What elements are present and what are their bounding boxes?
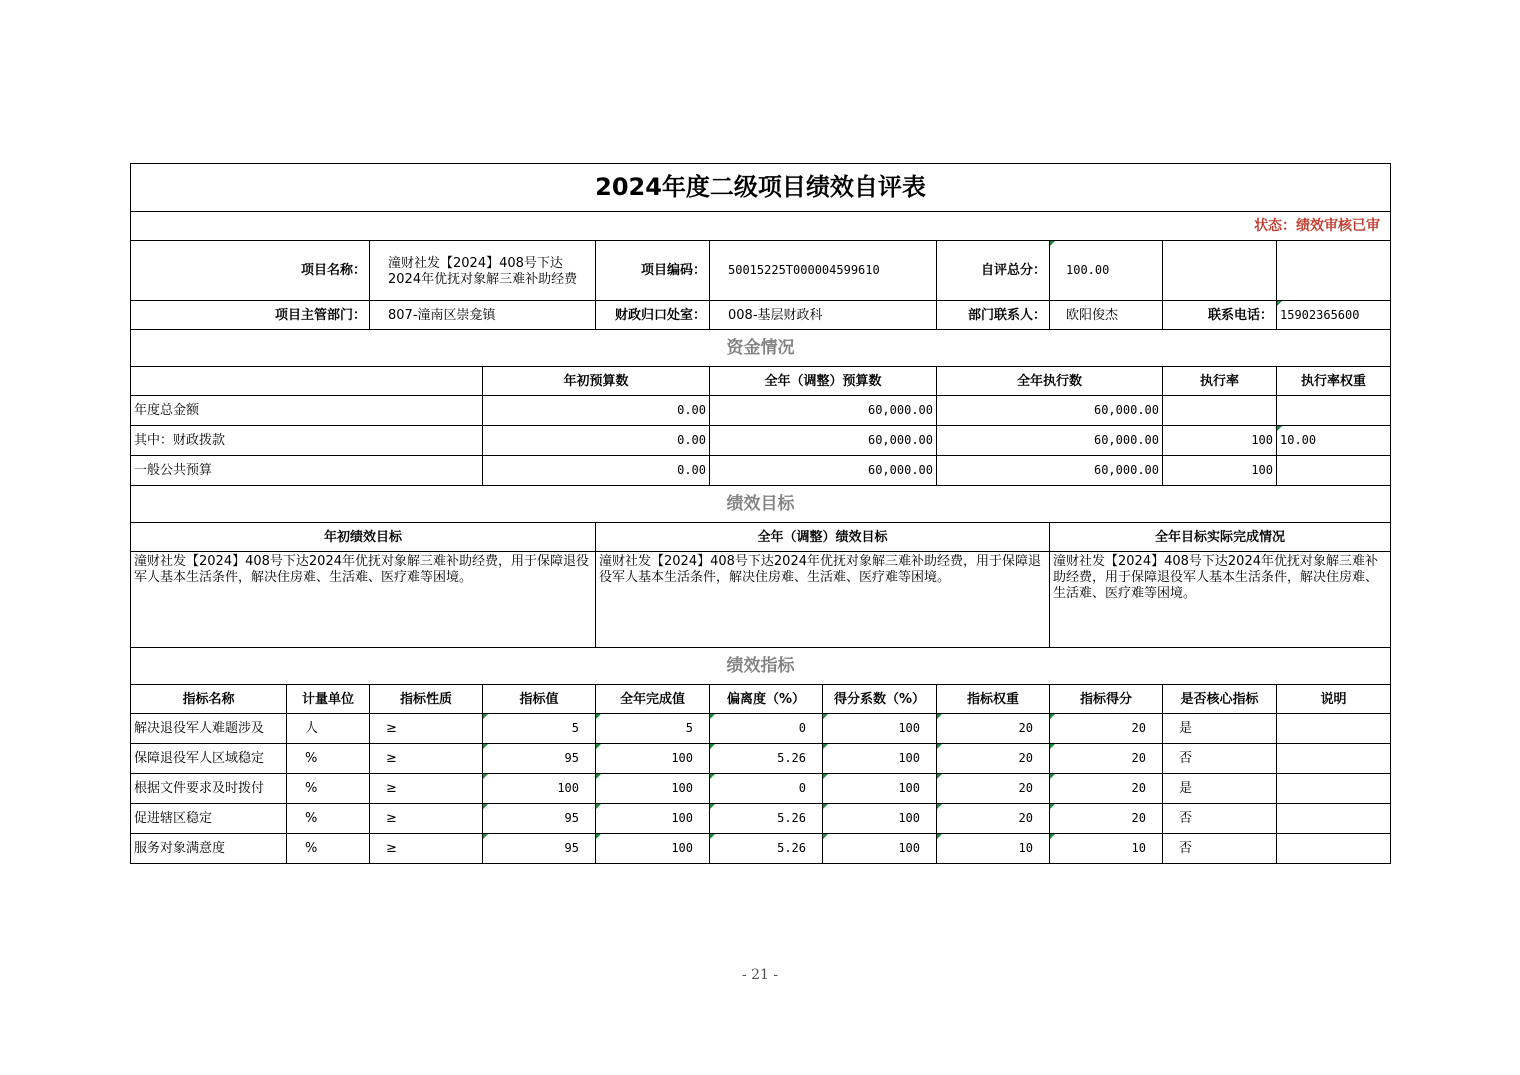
- funds-weight: [1277, 456, 1391, 486]
- funds-section-title: 资金情况: [131, 330, 1391, 367]
- indicator-completed: 100: [596, 774, 710, 804]
- project-code-value: 50015225T000004599610: [710, 241, 937, 301]
- contact-value: 欧阳俊杰: [1050, 301, 1163, 330]
- status-label: 状态：绩效审核已审: [131, 212, 1391, 241]
- indicator-core: 否: [1163, 804, 1277, 834]
- funds-rate: 100: [1163, 456, 1277, 486]
- indicator-deviation: 5.26: [710, 744, 823, 774]
- dept-label: 项目主管部门：: [131, 301, 370, 330]
- indicator-coef: 100: [823, 804, 937, 834]
- indicator-score: 20: [1050, 714, 1163, 744]
- indicator-note: [1277, 714, 1391, 744]
- funds-weight: 10.00: [1277, 426, 1391, 456]
- funds-row-name: 年度总金额: [131, 396, 483, 426]
- indicator-score: 20: [1050, 744, 1163, 774]
- indicator-deviation: 5.26: [710, 834, 823, 864]
- funds-header: 全年（调整）预算数: [710, 367, 937, 396]
- indicator-header: 偏离度（%）: [710, 685, 823, 714]
- contact-label: 部门联系人：: [937, 301, 1050, 330]
- indicator-header: 全年完成值: [596, 685, 710, 714]
- indicator-core: 否: [1163, 834, 1277, 864]
- indicator-core: 是: [1163, 774, 1277, 804]
- indicator-nature: ≥: [370, 774, 483, 804]
- indicator-nature: ≥: [370, 804, 483, 834]
- funds-initial: 0.00: [483, 426, 710, 456]
- indicator-note: [1277, 834, 1391, 864]
- project-code-label: 项目编码：: [596, 241, 710, 301]
- indicator-unit: %: [287, 804, 370, 834]
- goal-actual-text: 潼财社发【2024】408号下达2024年优抚对象解三难补助经费，用于保障退役军人基本生活条件，解决住房难、生活难、医疗难等困境。: [1050, 552, 1391, 648]
- indicator-core: 是: [1163, 714, 1277, 744]
- indicator-header: 指标名称: [131, 685, 287, 714]
- indicator-weight: 20: [937, 714, 1050, 744]
- goal-initial-text: 潼财社发【2024】408号下达2024年优抚对象解三难补助经费，用于保障退役军人基本生活条件，解决住房难、生活难、医疗难等困境。: [131, 552, 596, 648]
- funds-executed: 60,000.00: [937, 456, 1163, 486]
- finance-label: 财政归口处室：: [596, 301, 710, 330]
- empty-cell: [1163, 241, 1277, 301]
- indicator-completed: 100: [596, 744, 710, 774]
- indicator-weight: 20: [937, 804, 1050, 834]
- funds-header: 全年执行数: [937, 367, 1163, 396]
- dept-value: 807-潼南区崇龛镇: [370, 301, 596, 330]
- page-title: 2024年度二级项目绩效自评表: [131, 164, 1391, 212]
- goals-header: 全年目标实际完成情况: [1050, 523, 1391, 552]
- goals-section-title: 绩效目标: [131, 486, 1391, 523]
- indicator-value: 5: [483, 714, 596, 744]
- funds-adjusted: 60,000.00: [710, 456, 937, 486]
- indicator-nature: ≥: [370, 714, 483, 744]
- indicator-unit: %: [287, 774, 370, 804]
- indicator-unit: %: [287, 744, 370, 774]
- indicator-completed: 5: [596, 714, 710, 744]
- funds-row: [131, 456, 1391, 486]
- goals-header: 全年（调整）绩效目标: [596, 523, 1050, 552]
- indicator-weight: 10: [937, 834, 1050, 864]
- empty-cell: [131, 367, 483, 396]
- funds-executed: 60,000.00: [937, 426, 1163, 456]
- indicator-score: 20: [1050, 774, 1163, 804]
- indicator-row: [131, 714, 1391, 744]
- indicator-name: 根据文件要求及时拨付: [131, 774, 287, 804]
- project-name-label: 项目名称：: [131, 241, 370, 301]
- indicator-score: 20: [1050, 804, 1163, 834]
- page-number: - 21 -: [741, 967, 779, 983]
- funds-initial: 0.00: [483, 456, 710, 486]
- funds-adjusted: 60,000.00: [710, 396, 937, 426]
- indicator-coef: 100: [823, 774, 937, 804]
- indicator-coef: 100: [823, 714, 937, 744]
- indicator-value: 95: [483, 804, 596, 834]
- indicator-coef: 100: [823, 834, 937, 864]
- indicator-row: [131, 834, 1391, 864]
- funds-header: 年初预算数: [483, 367, 710, 396]
- indicator-row: [131, 774, 1391, 804]
- indicator-header: 指标性质: [370, 685, 483, 714]
- indicator-header: 是否核心指标: [1163, 685, 1277, 714]
- indicator-value: 100: [483, 774, 596, 804]
- indicator-header: 计量单位: [287, 685, 370, 714]
- funds-rate: 100: [1163, 426, 1277, 456]
- self-evaluation-table: [130, 163, 1391, 864]
- indicator-row: [131, 744, 1391, 774]
- finance-value: 008-基层财政科: [710, 301, 937, 330]
- indicator-deviation: 0: [710, 774, 823, 804]
- indicator-header: 得分系数（%）: [823, 685, 937, 714]
- indicator-name: 服务对象满意度: [131, 834, 287, 864]
- self-score-value: 100.00: [1050, 241, 1163, 301]
- funds-row: [131, 396, 1391, 426]
- indicator-name: 解决退役军人难题涉及: [131, 714, 287, 744]
- indicator-deviation: 5.26: [710, 804, 823, 834]
- funds-row-name: 其中：财政拨款: [131, 426, 483, 456]
- indicator-weight: 20: [937, 744, 1050, 774]
- funds-row-name: 一般公共预算: [131, 456, 483, 486]
- funds-rate: [1163, 396, 1277, 426]
- indicator-weight: 20: [937, 774, 1050, 804]
- indicator-nature: ≥: [370, 744, 483, 774]
- indicator-core: 否: [1163, 744, 1277, 774]
- indicator-coef: 100: [823, 744, 937, 774]
- funds-executed: 60,000.00: [937, 396, 1163, 426]
- goals-header: 年初绩效目标: [131, 523, 596, 552]
- project-name-value: 潼财社发【2024】408号下达2024年优抚对象解三难补助经费: [370, 241, 596, 301]
- indicator-name: 促进辖区稳定: [131, 804, 287, 834]
- indicators-section-title: 绩效指标: [131, 648, 1391, 685]
- indicator-value: 95: [483, 834, 596, 864]
- indicator-completed: 100: [596, 834, 710, 864]
- empty-cell: [1277, 241, 1391, 301]
- indicator-unit: %: [287, 834, 370, 864]
- funds-row: [131, 426, 1391, 456]
- funds-header: 执行率: [1163, 367, 1277, 396]
- self-score-label: 自评总分：: [937, 241, 1050, 301]
- funds-adjusted: 60,000.00: [710, 426, 937, 456]
- indicator-completed: 100: [596, 804, 710, 834]
- funds-header: 执行率权重: [1277, 367, 1391, 396]
- goal-adjusted-text: 潼财社发【2024】408号下达2024年优抚对象解三难补助经费，用于保障退役军人基本生活条件，解决住房难、生活难、医疗难等困境。: [596, 552, 1050, 648]
- indicator-note: [1277, 744, 1391, 774]
- indicator-row: [131, 804, 1391, 834]
- phone-label: 联系电话：: [1163, 301, 1277, 330]
- funds-weight: [1277, 396, 1391, 426]
- funds-initial: 0.00: [483, 396, 710, 426]
- phone-value: 15902365600: [1277, 301, 1391, 330]
- indicator-name: 保障退役军人区域稳定: [131, 744, 287, 774]
- indicator-header: 指标值: [483, 685, 596, 714]
- indicator-score: 10: [1050, 834, 1163, 864]
- indicator-deviation: 0: [710, 714, 823, 744]
- indicator-note: [1277, 774, 1391, 804]
- indicator-note: [1277, 804, 1391, 834]
- indicator-header: 说明: [1277, 685, 1391, 714]
- indicator-nature: ≥: [370, 834, 483, 864]
- indicator-value: 95: [483, 744, 596, 774]
- indicator-unit: 人: [287, 714, 370, 744]
- indicator-header: 指标得分: [1050, 685, 1163, 714]
- indicator-header: 指标权重: [937, 685, 1050, 714]
